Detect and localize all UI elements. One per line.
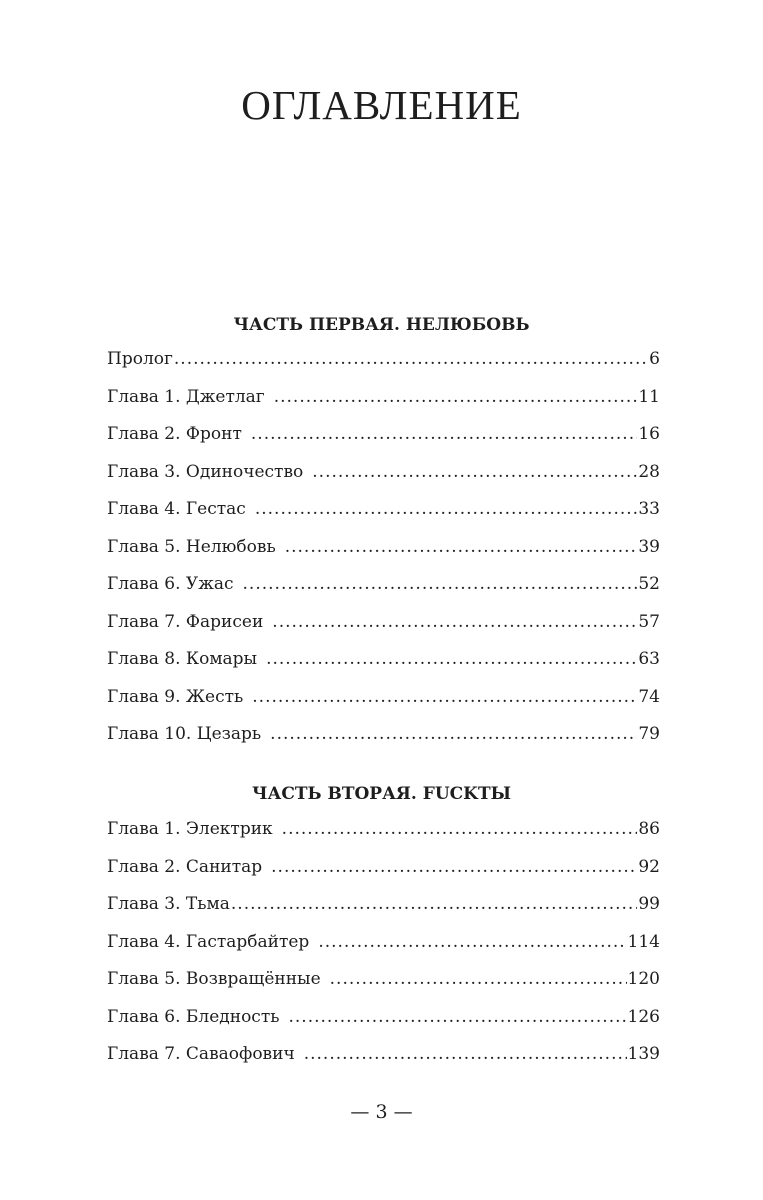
toc-entry[interactable] xyxy=(107,722,660,760)
toc-entry[interactable] xyxy=(107,855,660,893)
leader-dots xyxy=(231,892,637,916)
toc-entry-label: Глава 3. Одиночество xyxy=(107,461,304,482)
toc-entry[interactable] xyxy=(107,817,660,855)
part-one-entries xyxy=(107,347,660,760)
toc-entry-page: 52 xyxy=(638,574,660,594)
leader-dots xyxy=(174,347,648,371)
leader-dots xyxy=(272,610,637,634)
leader-dots xyxy=(289,1005,627,1029)
toc-entry-label: Глава 4. Гестас xyxy=(107,499,246,519)
toc-entry-page: 126 xyxy=(627,1006,660,1027)
toc-entry[interactable] xyxy=(107,347,660,385)
toc-entry-page: 28 xyxy=(638,461,660,482)
toc-entry-label: Глава 8. Комары xyxy=(107,649,258,669)
toc-entry-label: Глава 4. Гастарбайтер xyxy=(107,931,310,952)
toc-entry-label: Глава 1. Джетлаг xyxy=(107,386,265,407)
part-two-heading: ЧАСТЬ ВТОРАЯ. FUCKТЫ xyxy=(251,784,512,804)
part-two-entries xyxy=(107,817,660,1080)
toc-entry-label: Глава 2. Фронт xyxy=(107,424,242,444)
toc-entry-page: 79 xyxy=(638,724,660,744)
leader-dots xyxy=(282,817,638,841)
toc-entry[interactable] xyxy=(107,610,660,648)
toc-entry-page: 63 xyxy=(638,649,660,669)
toc-entry-page: 33 xyxy=(638,499,660,519)
leader-dots xyxy=(304,1042,627,1066)
leader-dots xyxy=(252,685,637,709)
leader-dots xyxy=(251,422,637,446)
toc-entry-page: 57 xyxy=(638,611,660,632)
toc-entry[interactable] xyxy=(107,385,660,423)
toc-entry-page: 139 xyxy=(627,1044,660,1064)
toc-entry-label: Глава 9. Жесть xyxy=(107,686,244,707)
toc-entry-page: 16 xyxy=(638,424,660,444)
part-one-heading: ЧАСТЬ ПЕРВАЯ. НЕЛЮБОВЬ xyxy=(233,315,530,335)
toc-entry[interactable] xyxy=(107,572,660,610)
leader-dots xyxy=(274,385,638,409)
toc-entry[interactable] xyxy=(107,460,660,498)
leader-dots xyxy=(270,722,637,746)
toc-entry-page: 86 xyxy=(638,819,660,839)
toc-entry-page: 39 xyxy=(638,536,660,557)
toc-entry-label: Глава 7. Саваофович xyxy=(107,1044,295,1064)
toc-entry-label: Глава 6. Бледность xyxy=(107,1006,280,1027)
toc-entry[interactable] xyxy=(107,497,660,535)
toc-entry-page: 6 xyxy=(649,349,660,369)
toc-entry-label: Глава 5. Нелюбовь xyxy=(107,536,276,557)
toc-entry-page: 99 xyxy=(638,894,660,914)
toc-entry-label: Глава 7. Фарисеи xyxy=(107,611,264,632)
toc-entry[interactable] xyxy=(107,1005,660,1043)
toc-entry-page: 114 xyxy=(627,931,660,952)
toc-entry-label: Глава 3. Тьма xyxy=(107,894,230,914)
toc-entry-page: 120 xyxy=(627,969,660,989)
toc-entry[interactable] xyxy=(107,422,660,460)
toc-entry-label: Глава 10. Цезарь xyxy=(107,724,262,744)
toc-entry-label: Глава 2. Санитар xyxy=(107,856,263,877)
toc-entry-label: Глава 6. Ужас xyxy=(107,574,234,594)
leader-dots xyxy=(243,572,638,596)
toc-entry[interactable] xyxy=(107,892,660,930)
leader-dots xyxy=(271,855,637,879)
leader-dots xyxy=(266,647,637,671)
toc-entry[interactable] xyxy=(107,647,660,685)
toc-entry[interactable] xyxy=(107,535,660,573)
leader-dots xyxy=(330,967,627,991)
leader-dots xyxy=(312,460,637,484)
toc-entry-label: Глава 1. Электрик xyxy=(107,819,273,839)
toc-entry[interactable] xyxy=(107,967,660,1005)
toc-entry-page: 74 xyxy=(638,686,660,707)
leader-dots xyxy=(255,497,638,521)
page-number: — 3 — xyxy=(350,1101,413,1123)
leader-dots xyxy=(285,535,638,559)
toc-entry[interactable] xyxy=(107,930,660,968)
page-title: ОГЛАВЛЕНИЕ xyxy=(241,82,522,128)
toc-entry-label: Пролог xyxy=(107,349,173,369)
toc-entry-page: 92 xyxy=(638,856,660,877)
toc-entry-page: 11 xyxy=(638,386,660,407)
toc-entry[interactable] xyxy=(107,685,660,723)
leader-dots xyxy=(318,930,626,954)
toc-entry-label: Глава 5. Возвращённые xyxy=(107,969,321,989)
toc-entry[interactable] xyxy=(107,1042,660,1080)
